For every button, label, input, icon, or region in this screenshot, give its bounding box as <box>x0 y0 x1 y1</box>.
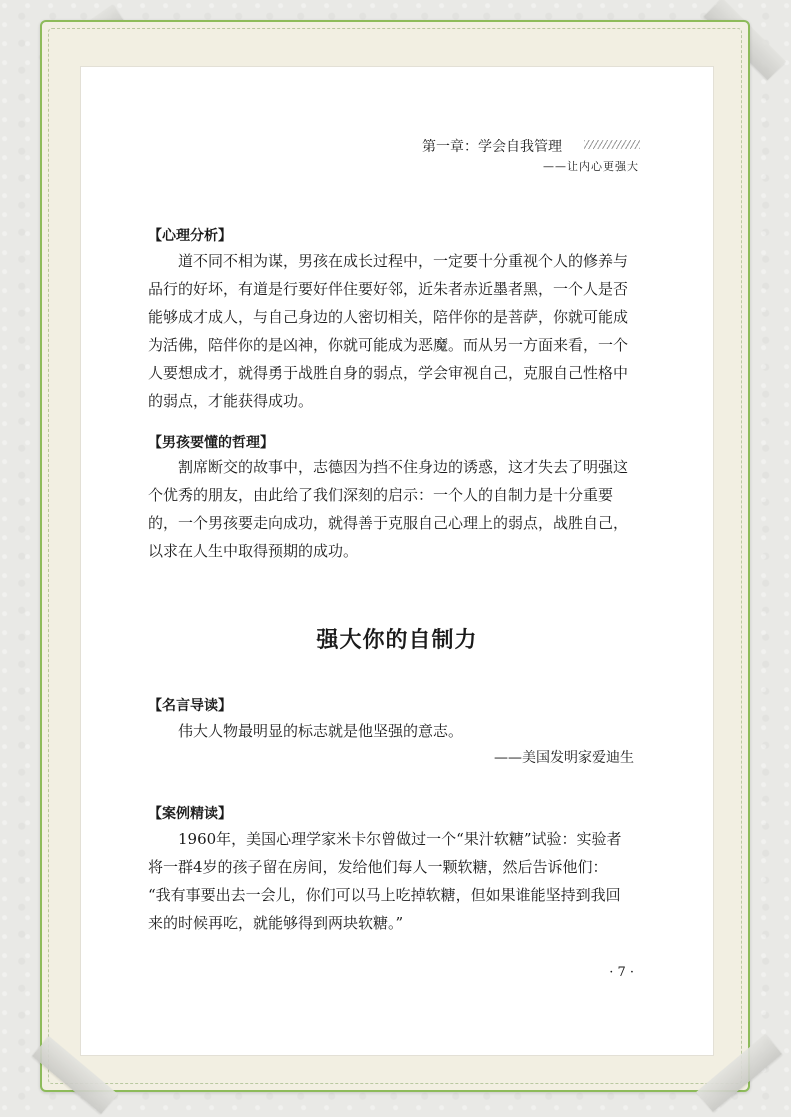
chapter-title: 第一章：学会自我管理 <box>422 139 562 155</box>
book-page <box>80 66 714 1056</box>
header-hatch-decoration <box>584 140 640 149</box>
case-paragraph <box>148 825 634 937</box>
article-title: 强大你的自制力 <box>316 627 478 653</box>
page-content <box>81 67 713 1055</box>
paragraph: 割席断交的故事中，志德因为挡不住身边的诱惑，这才失去了明强这个优秀的朋友，由此给了我们深刻的启示：一个人的自制力是十分重要的，一个男孩要走向成功，就得善于克服自己心理上的弱点，战胜自己，以求在人生中取得预期的成功。 <box>148 458 629 560</box>
quote-text-block <box>148 717 634 745</box>
page-number: · 7 · <box>609 965 634 980</box>
paragraph: 1960年，美国心理学家米卡尔曾做过一个“果汁软糖”试验：实验者将一群4岁的孩子留在房间，发给他们每人一颗软糖，然后告诉他们： <box>148 830 622 876</box>
philosophy-paragraph <box>148 453 634 565</box>
paragraph: “我有事要出去一会儿，你们可以马上吃掉软糖，但如果谁能坚持到我回来的时候再吃，就能够得到两块软糖。” <box>148 886 621 932</box>
chapter-subtitle: ——让内心更强大 <box>543 160 639 173</box>
section-heading-philosophy: 【男孩要懂的哲理】 <box>148 435 274 451</box>
section-heading-psychology: 【心理分析】 <box>148 228 232 244</box>
paragraph: 道不同不相为谋，男孩在成长过程中，一定要十分重视个人的修养与品行的好坏，有道是行要好伴住要好邻，近朱者赤近墨者黑，一个人是否能够成才成人，与自己身边的人密切相关，陪伴你的是菩萨，你就可能成为活佛，陪伴你的是凶神，你就可能成为恶魔。而从另一方面来看，一个人要想成才，就得勇于战胜自身的弱点，学会审视自己，克服自己性格中的弱点，才能获得成功。 <box>148 252 629 410</box>
section-heading-quote: 【名言导读】 <box>148 698 232 714</box>
quote-text: 伟大人物最明显的标志就是他坚强的意志。 <box>178 722 464 740</box>
psychology-paragraph <box>148 247 634 415</box>
quote-attribution: ——美国发明家爱迪生 <box>494 750 634 766</box>
section-heading-case: 【案例精读】 <box>148 806 232 822</box>
